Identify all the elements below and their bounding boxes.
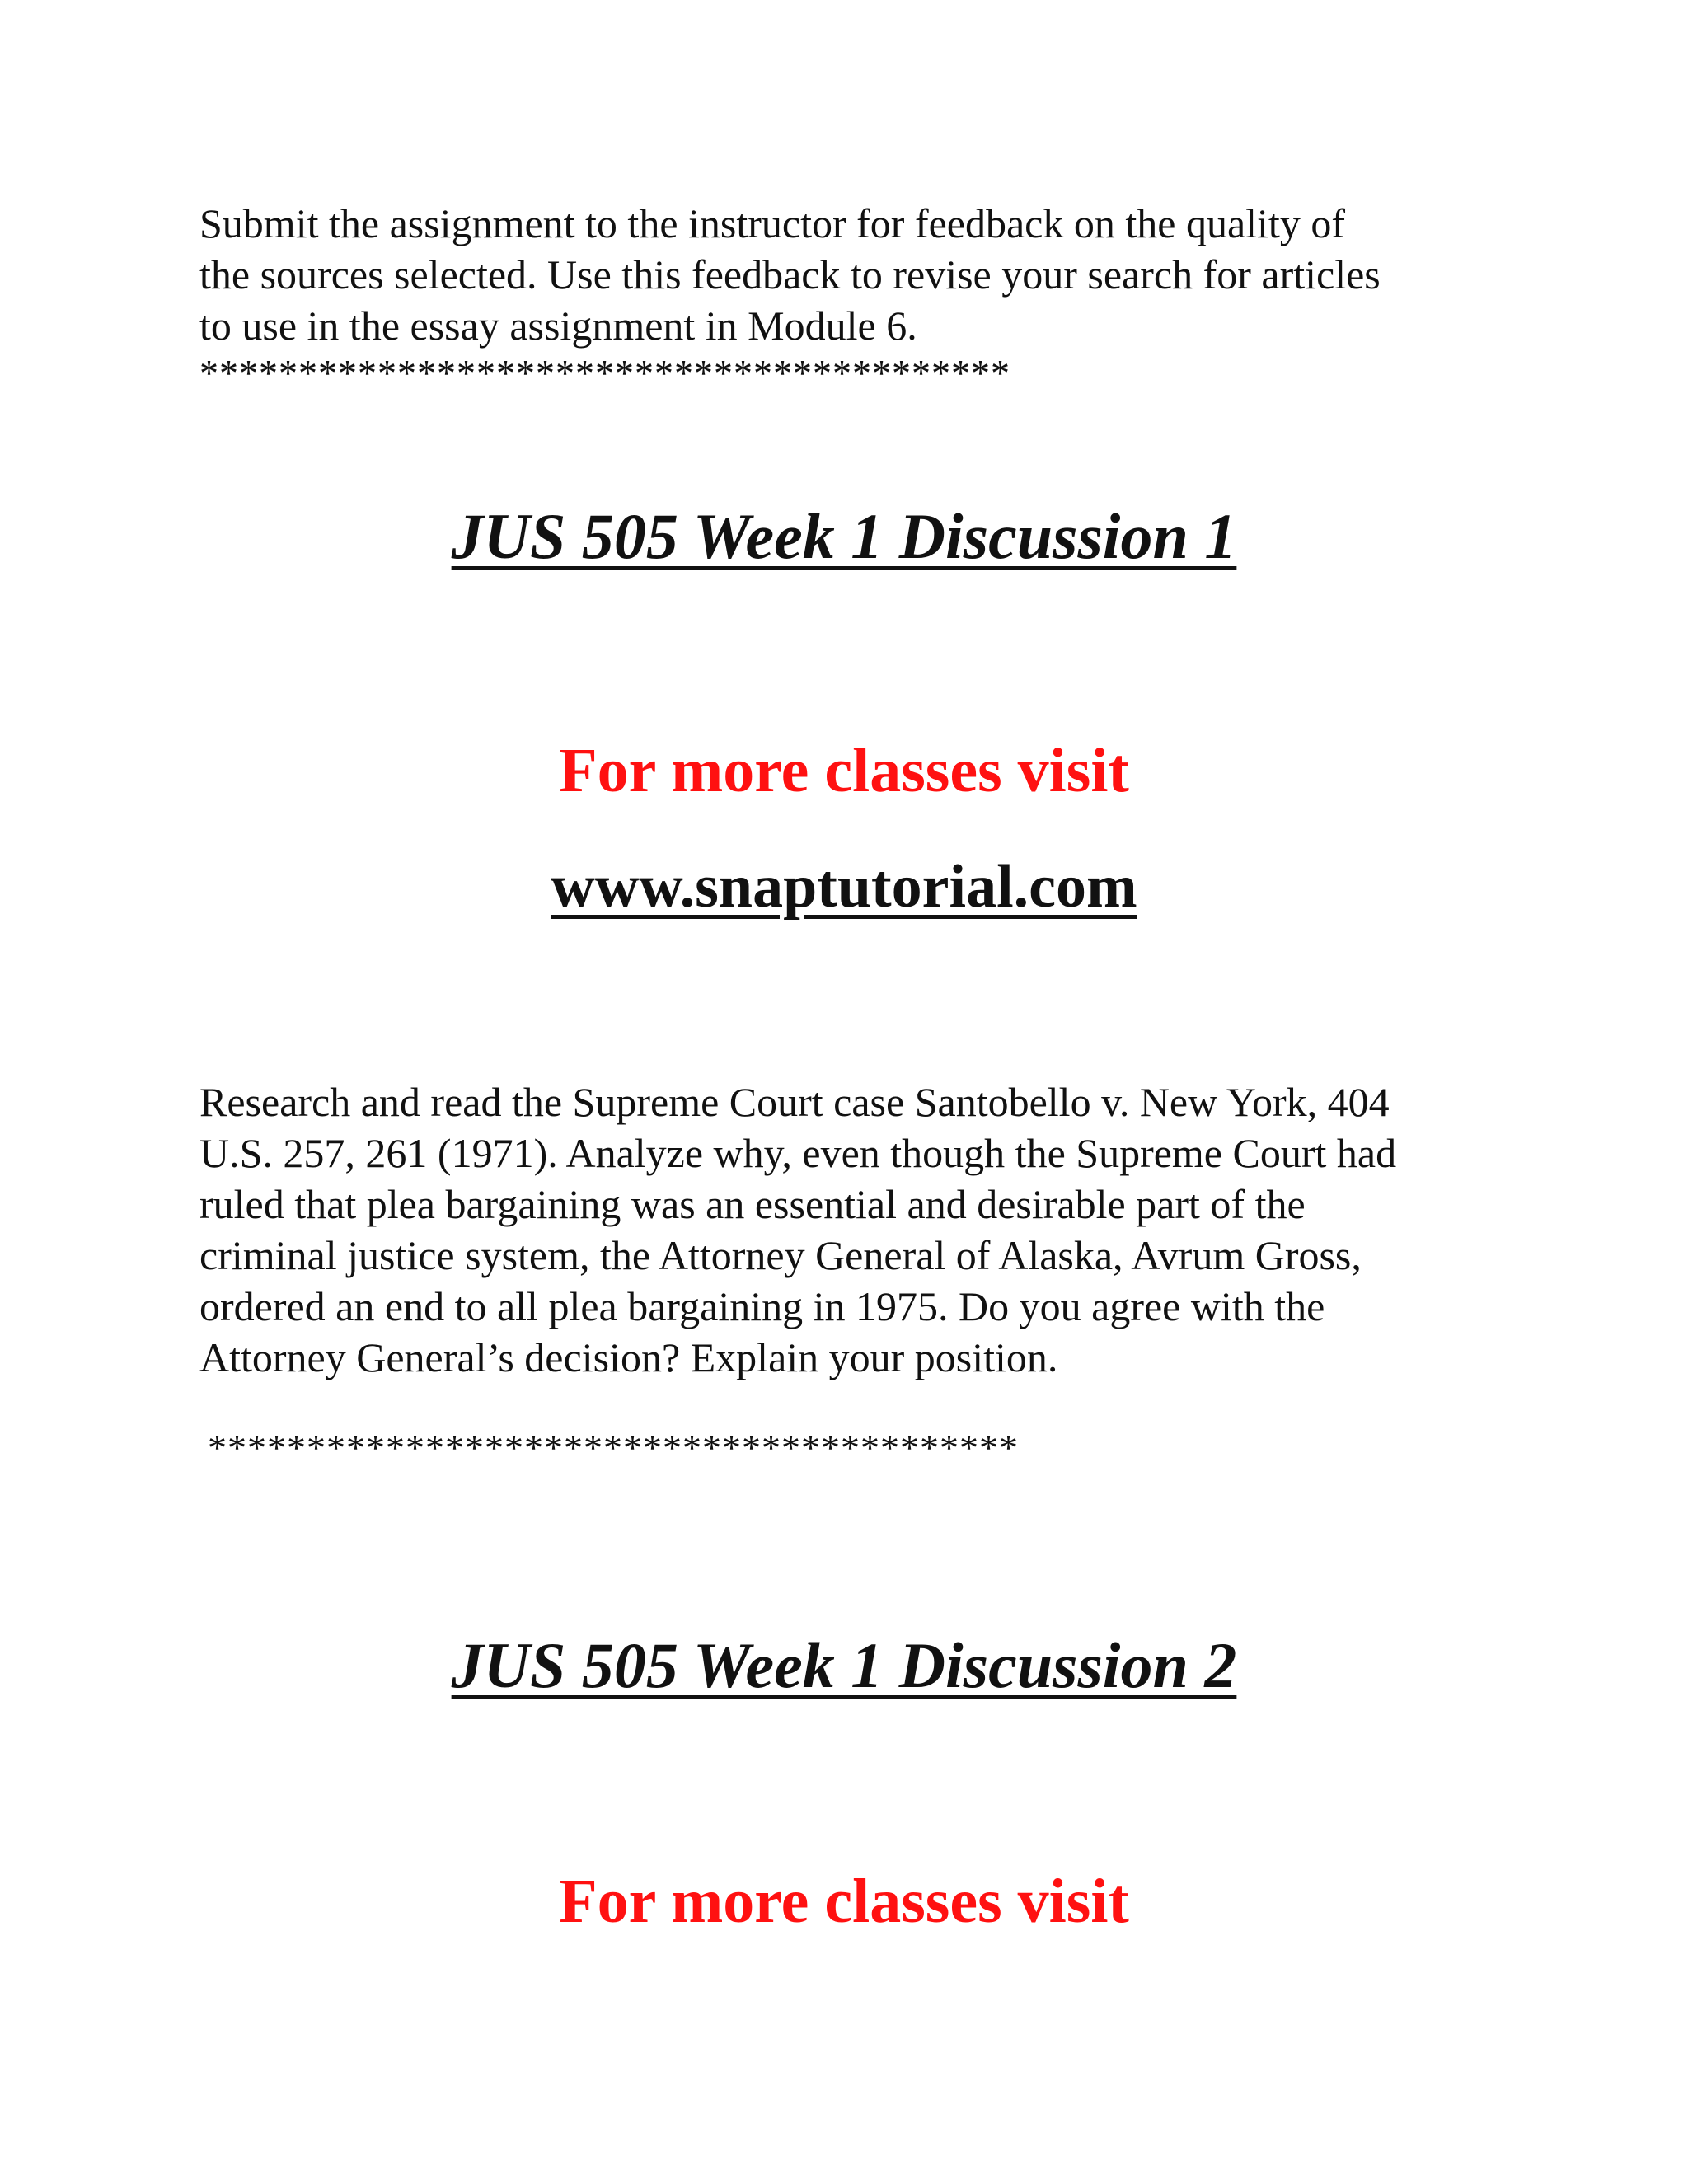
intro-line: to use in the essay assignment in Module 6. <box>199 302 917 349</box>
body-line: Attorney General’s decision? Explain your position. <box>199 1334 1058 1380</box>
section-heading-discussion-2: JUS 505 Week 1 Discussion 2 <box>451 1629 1237 1701</box>
separator-stars: ***************************************** <box>208 1427 1019 1469</box>
promo-text: For more classes visit <box>559 1867 1129 1936</box>
body-line: ordered an end to all plea bargaining in 1975. Do you agree with the <box>199 1283 1325 1329</box>
section-heading-discussion-1: JUS 505 Week 1 Discussion 1 <box>451 500 1237 572</box>
discussion-1-body <box>199 1076 1518 1383</box>
intro-paragraph <box>199 198 1518 351</box>
body-line: ruled that plea bargaining was an essential and desirable part of the <box>199 1181 1306 1227</box>
promo-text: For more classes visit <box>559 736 1129 805</box>
intro-line: Submit the assignment to the instructor for feedback on the quality of <box>199 200 1345 246</box>
intro-line: the sources selected. Use this feedback to revise your search for articles <box>199 251 1381 298</box>
separator-stars: ***************************************** <box>199 352 1010 394</box>
body-line: criminal justice system, the Attorney General of Alaska, Avrum Gross, <box>199 1232 1362 1278</box>
website-link[interactable]: www.snaptutorial.com <box>551 853 1137 921</box>
body-line: Research and read the Supreme Court case Santobello v. New York, 404 <box>199 1079 1390 1125</box>
body-line: U.S. 257, 261 (1971). Analyze why, even though the Supreme Court had <box>199 1130 1397 1176</box>
